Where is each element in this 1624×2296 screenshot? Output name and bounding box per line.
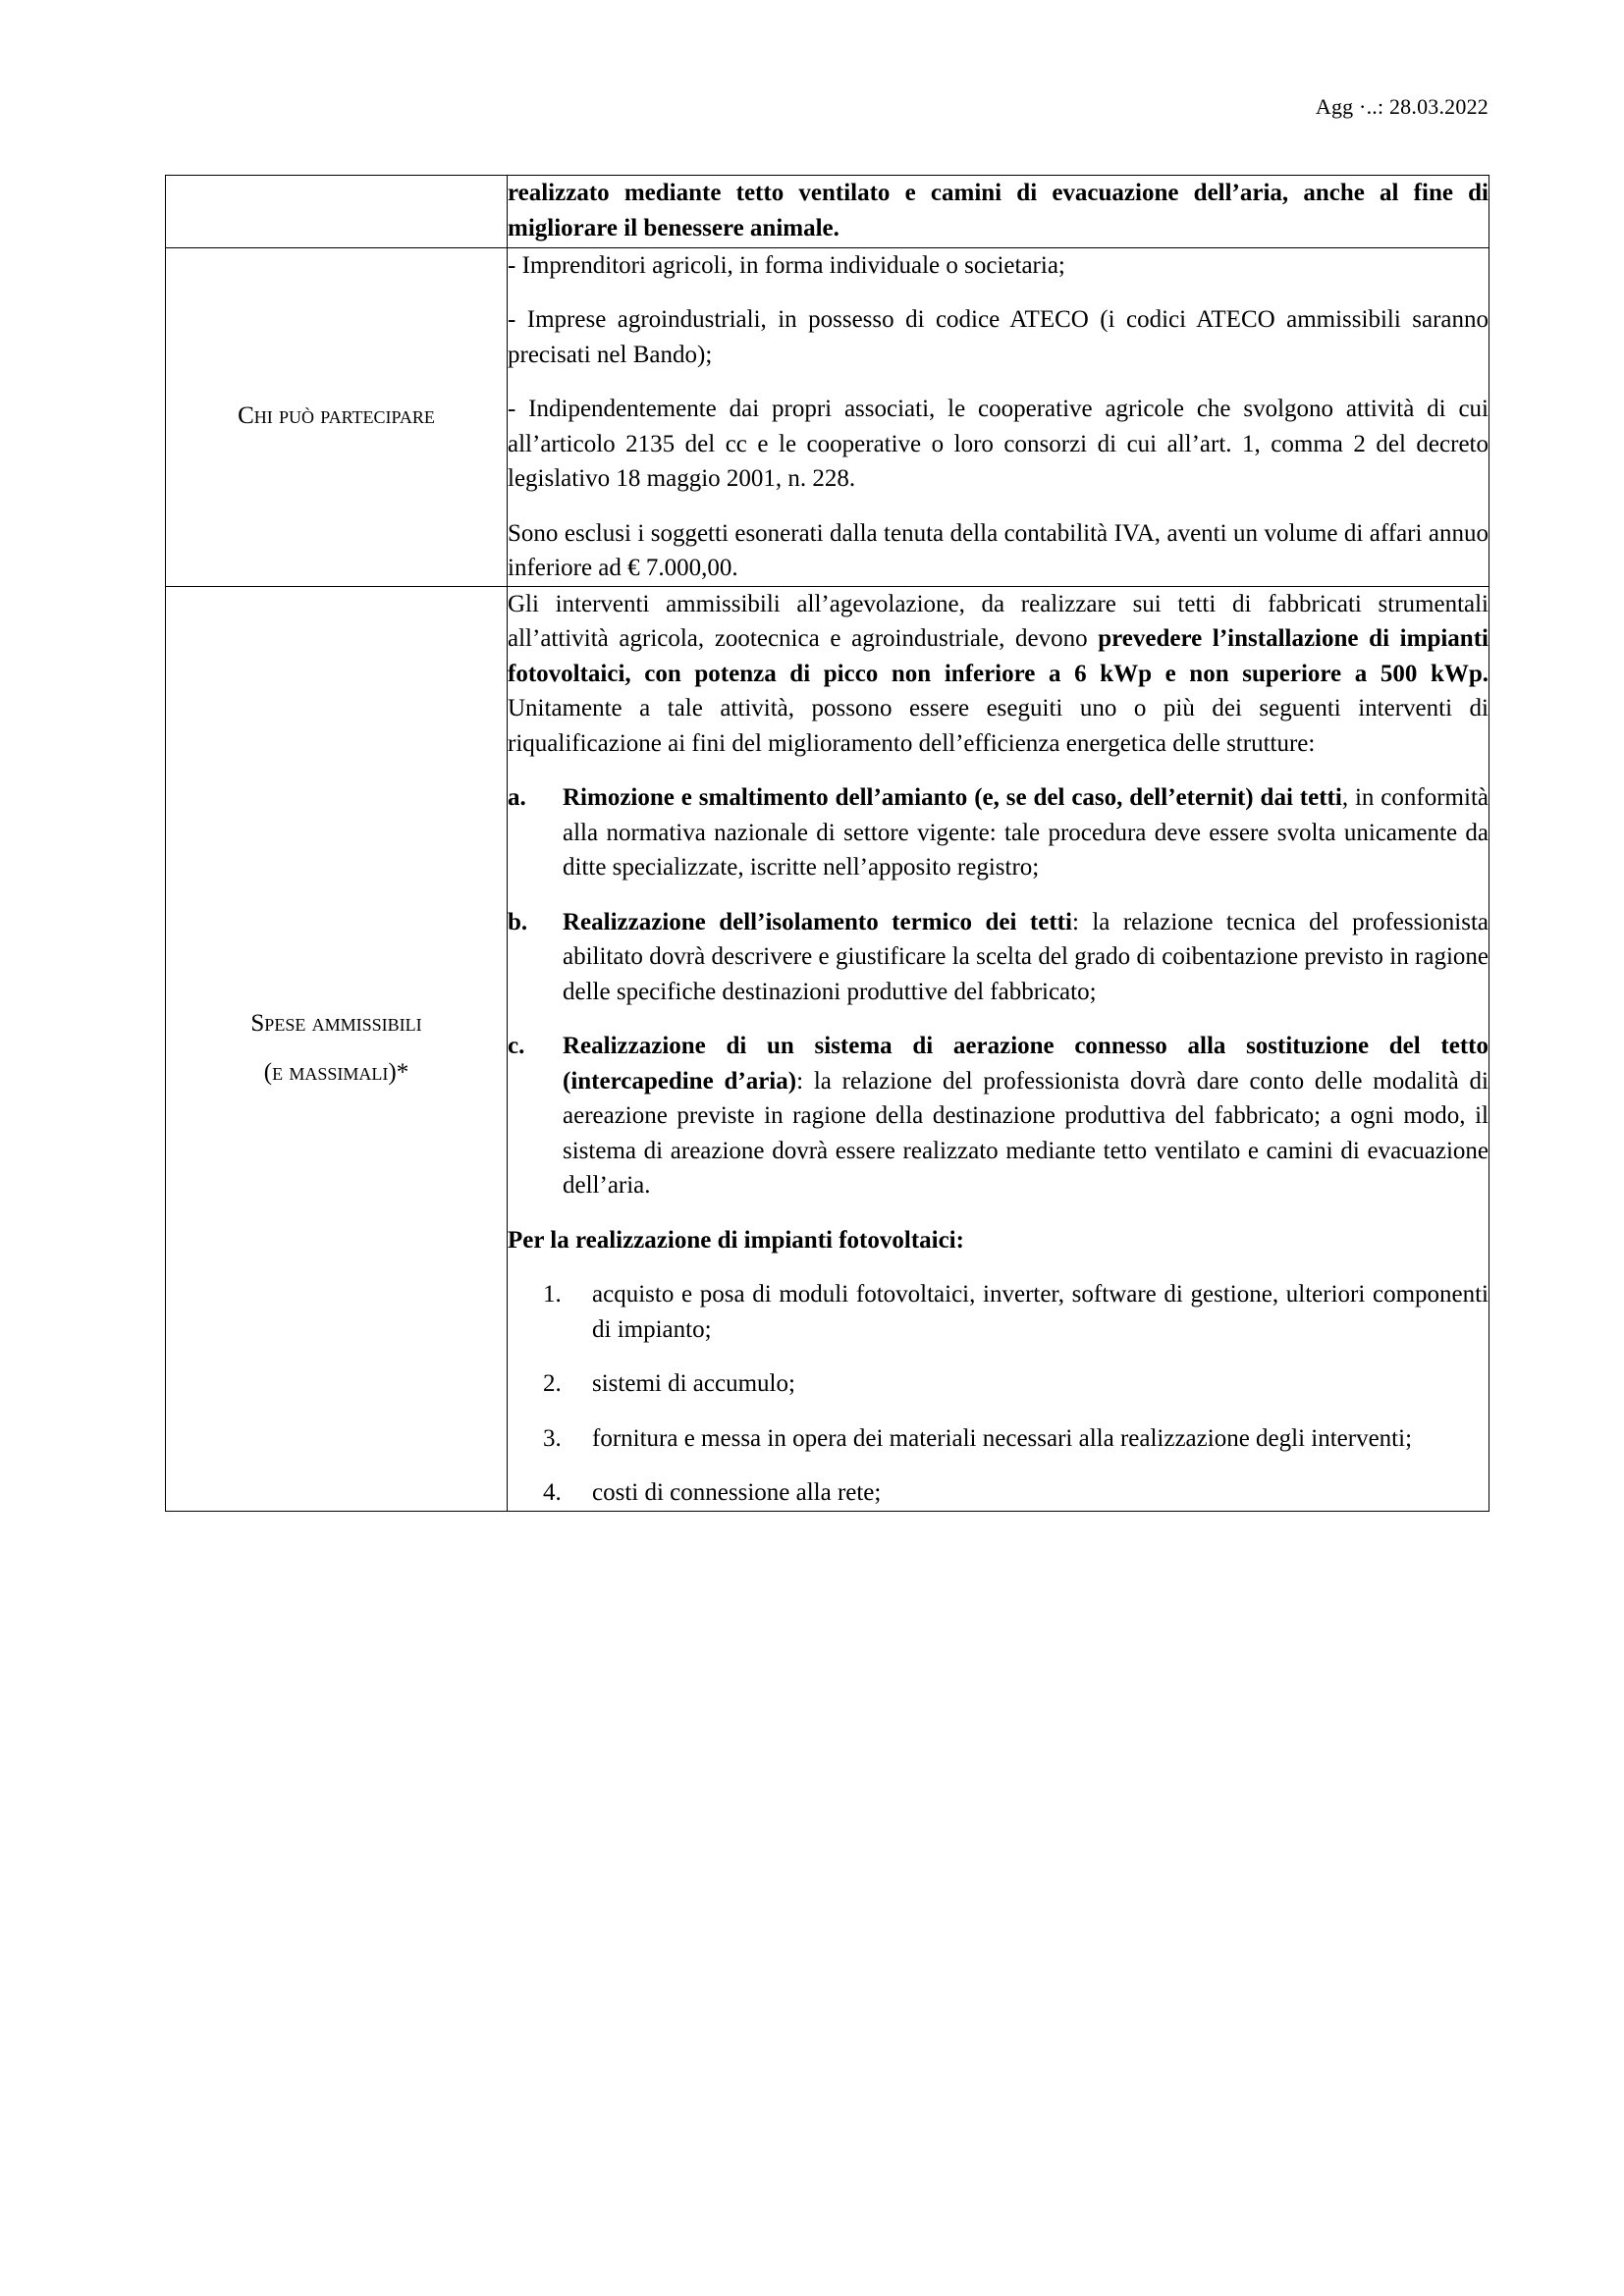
list-item-text: costi di connessione alla rete; [592,1479,882,1506]
list-marker: 1. [543,1281,562,1308]
participants-paragraph-4: Sono esclusi i soggetti esonerati dalla tenuta della contabilità IVA, aventi un volume di affari annuo inferiore ad € 7.000,00. [508,519,1489,581]
label-cell-empty [166,176,508,248]
expenses-label-line1: Spese ammissibili [250,1009,422,1037]
list-marker: 3. [543,1424,562,1452]
table-row-expenses [166,586,1489,1511]
participants-paragraph-1: - Imprenditori agricoli, in forma individuale o societaria; [508,251,1065,279]
expenses-intro-part2: Unitamente a tale attività, possono essere eseguiti uno o più dei seguenti interventi di riqualificazione ai fini del miglioramento dell’efficienza energetica delle strutture: [508,695,1489,757]
table-row-continuation [166,176,1489,248]
expenses-intro-paragraph [508,587,1489,762]
list-item [508,1277,1489,1347]
list-marker: a. [508,784,526,811]
page-header-update-date: Agg ·..: 28.03.2022 [1315,94,1489,119]
list-item-bold: Rimozione e smaltimento dell’amianto (e, se del caso, dell’eternit) dai tetti [563,784,1342,811]
list-item [508,905,1489,1010]
list-item-rest: , in conformità alla normativa nazionale di settore vigente: tale procedura deve essere svolta unicamente da ditte specializzate, iscritte nell’apposito registro; [563,784,1489,881]
expenses-label [166,1006,507,1092]
list-marker: 2. [543,1370,562,1397]
participants-paragraph-2: - Imprese agroindustriali, in possesso di codice ATECO (i codici ATECO ammissibili saranno precisati nel Bando); [508,306,1489,368]
continuation-text-cell [508,176,1489,248]
list-item [508,1421,1489,1457]
list-item-text: acquisto e posa di moduli fotovoltaici, inverter, software di gestione, ulteriori componenti di impianto; [592,1281,1489,1343]
requirements-table [165,175,1489,1512]
label-cell-participants [166,247,508,586]
list-item-rest: : la relazione del professionista dovrà dare conto delle modalità di aereazione previste in ragione della destinazione produttiva del fabbricato; a ogni modo, il sistema di areazione dovrà essere realizzato mediante tetto ventilato e camini di evacuazione dell’aria. [563,1067,1489,1199]
table-row-participants [166,247,1489,586]
list-item-bold: Realizzazione dell’isolamento termico dei tetti [563,908,1072,935]
continuation-paragraph: realizzato mediante tetto ventilato e camini di evacuazione dell’aria, anche al fine di migliorare il benessere animale. [508,180,1489,242]
pv-heading: Per la realizzazione di impianti fotovoltaici: [508,1226,964,1254]
list-item-bold: Realizzazione di un sistema di aerazione connesso alla sostituzione del tetto (intercapedine d’aria) [563,1033,1489,1095]
list-item [508,1475,1489,1511]
participants-paragraph-3: - Indipendentemente dai propri associati, le cooperative agricole che svolgono attività di cui all’articolo 2135 del cc e le cooperative o loro consorzi di cui all’art. 1, comma 2 del decreto legislativo 18 maggio 2001, n. 228. [508,396,1489,492]
list-item-rest: : la relazione tecnica del professionista abilitato dovrà descrivere e giustificare la scelta del grado di coibentazione previsto in ragione delle specifiche destinazioni produttive del fabbricato; [563,908,1489,1005]
list-item [508,780,1489,885]
participants-content-cell [508,247,1489,586]
spacer [508,1203,1489,1223]
list-item [508,1366,1489,1402]
list-item-text: sistemi di accumulo; [592,1370,795,1397]
list-marker: b. [508,908,528,935]
expenses-intro-bold: prevedere l’installazione di impianti fotovoltaici, con potenza di picco non inferiore a 6 kWp e non superiore a 500 kWp. [508,625,1489,687]
participants-label: Chi può partecipare [238,402,435,430]
expenses-label-line2: (e massimali)* [263,1059,409,1086]
list-marker: c. [508,1033,525,1059]
expenses-content-cell [508,586,1489,1511]
label-cell-expenses [166,586,508,1511]
list-item [508,1029,1489,1203]
list-marker: 4. [543,1479,562,1506]
list-item-text: fornitura e messa in opera dei materiali necessari alla realizzazione degli interventi; [592,1424,1413,1452]
expenses-list-alpha [508,780,1489,1203]
expenses-intro-part1: Gli interventi ammissibili all’agevolazione, da realizzare sui tetti di fabbricati strumentali all’attività agricola, zootecnica e agroindustriale, devono [508,590,1489,652]
expenses-list-numeric [508,1277,1489,1511]
